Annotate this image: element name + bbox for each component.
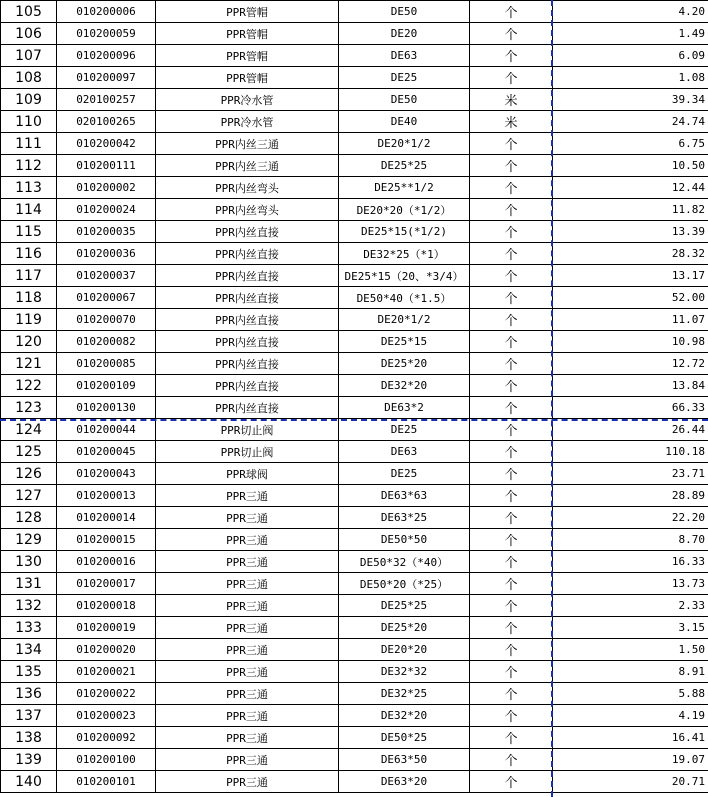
- item-code-cell[interactable]: 010200092: [57, 727, 156, 749]
- item-code-cell[interactable]: 010200016: [57, 551, 156, 573]
- row-number-cell[interactable]: 105: [1, 1, 57, 23]
- item-unit-cell[interactable]: 个: [470, 67, 553, 89]
- item-name-cell[interactable]: PPR内丝直接: [156, 221, 339, 243]
- table-row: [1, 287, 708, 309]
- table-row: [1, 441, 708, 463]
- item-code-cell[interactable]: 010200045: [57, 441, 156, 463]
- table-row: [1, 67, 708, 89]
- item-unit-cell[interactable]: 个: [470, 573, 553, 595]
- item-code-cell[interactable]: 010200017: [57, 573, 156, 595]
- item-price-cell[interactable]: 13.39: [553, 221, 708, 243]
- item-name-cell[interactable]: PPR管帽: [156, 67, 339, 89]
- item-code-cell[interactable]: 010200015: [57, 529, 156, 551]
- row-number-cell[interactable]: 135: [1, 661, 57, 683]
- table-row: [1, 133, 708, 155]
- item-name-cell[interactable]: PPR三通: [156, 727, 339, 749]
- row-number-cell[interactable]: 106: [1, 23, 57, 45]
- item-spec-cell[interactable]: DE63*50: [339, 749, 470, 771]
- item-unit-cell[interactable]: 个: [470, 551, 553, 573]
- item-code-cell[interactable]: 020100257: [57, 89, 156, 111]
- table-row: [1, 221, 708, 243]
- table-row: [1, 155, 708, 177]
- item-unit-cell[interactable]: 个: [470, 243, 553, 265]
- item-unit-cell[interactable]: 个: [470, 463, 553, 485]
- table-row: [1, 1, 708, 23]
- item-spec-cell[interactable]: DE25*25: [339, 155, 470, 177]
- item-code-cell[interactable]: 010200006: [57, 1, 156, 23]
- table-row: [1, 265, 708, 287]
- item-price-cell[interactable]: 23.71: [553, 463, 708, 485]
- item-spec-cell[interactable]: DE63*63: [339, 485, 470, 507]
- item-code-cell[interactable]: 010200085: [57, 353, 156, 375]
- horizontal-page-break: [0, 419, 708, 421]
- item-spec-cell[interactable]: DE25*15（20、*3/4）: [339, 265, 470, 287]
- item-unit-cell[interactable]: 个: [470, 133, 553, 155]
- item-name-cell[interactable]: PPR三通: [156, 749, 339, 771]
- item-code-cell[interactable]: 010200023: [57, 705, 156, 727]
- table-row: [1, 639, 708, 661]
- item-unit-cell[interactable]: 个: [470, 661, 553, 683]
- row-number-cell[interactable]: 129: [1, 529, 57, 551]
- item-unit-cell[interactable]: 个: [470, 441, 553, 463]
- item-spec-cell[interactable]: DE32*25（*1）: [339, 243, 470, 265]
- table-row: [1, 419, 708, 441]
- item-code-cell[interactable]: 010200070: [57, 309, 156, 331]
- item-name-cell[interactable]: PPR内丝三通: [156, 133, 339, 155]
- item-spec-cell[interactable]: DE20: [339, 23, 470, 45]
- item-spec-cell[interactable]: DE25**1/2: [339, 177, 470, 199]
- item-spec-cell[interactable]: DE25*20: [339, 617, 470, 639]
- item-name-cell[interactable]: PPR三通: [156, 705, 339, 727]
- item-price-cell[interactable]: 28.89: [553, 485, 708, 507]
- item-name-cell[interactable]: PPR冷水管: [156, 89, 339, 111]
- table-row: [1, 529, 708, 551]
- table-row: [1, 353, 708, 375]
- table-row: [1, 617, 708, 639]
- table-row: [1, 683, 708, 705]
- row-number-cell[interactable]: 134: [1, 639, 57, 661]
- item-price-cell[interactable]: 16.41: [553, 727, 708, 749]
- item-name-cell[interactable]: PPR三通: [156, 661, 339, 683]
- item-name-cell[interactable]: PPR三通: [156, 507, 339, 529]
- item-code-cell[interactable]: 010200020: [57, 639, 156, 661]
- item-price-cell[interactable]: 11.07: [553, 309, 708, 331]
- table-row: [1, 331, 708, 353]
- item-unit-cell[interactable]: 个: [470, 595, 553, 617]
- row-number-cell[interactable]: 110: [1, 111, 57, 133]
- table-row: [1, 551, 708, 573]
- item-spec-cell[interactable]: DE50*40（*1.5）: [339, 287, 470, 309]
- item-code-cell[interactable]: 010200044: [57, 419, 156, 441]
- row-number-cell[interactable]: 125: [1, 441, 57, 463]
- item-unit-cell[interactable]: 米: [470, 89, 553, 111]
- item-code-cell[interactable]: 010200100: [57, 749, 156, 771]
- item-name-cell[interactable]: PPR三通: [156, 573, 339, 595]
- row-number-cell[interactable]: 109: [1, 89, 57, 111]
- item-unit-cell[interactable]: 个: [470, 331, 553, 353]
- item-spec-cell[interactable]: DE50*20（*25）: [339, 573, 470, 595]
- item-price-cell[interactable]: 10.50: [553, 155, 708, 177]
- vertical-page-break: [551, 0, 553, 797]
- table-row: [1, 463, 708, 485]
- table-row: [1, 243, 708, 265]
- item-name-cell[interactable]: PPR切止阀: [156, 441, 339, 463]
- item-spec-cell[interactable]: DE20*1/2: [339, 133, 470, 155]
- item-spec-cell[interactable]: DE25: [339, 419, 470, 441]
- row-number-cell[interactable]: 140: [1, 771, 57, 793]
- item-price-cell[interactable]: 22.20: [553, 507, 708, 529]
- table-row: [1, 397, 708, 419]
- table-row: [1, 177, 708, 199]
- item-name-cell[interactable]: PPR三通: [156, 639, 339, 661]
- item-unit-cell[interactable]: 个: [470, 375, 553, 397]
- item-unit-cell[interactable]: 个: [470, 1, 553, 23]
- row-number-cell[interactable]: 119: [1, 309, 57, 331]
- item-unit-cell[interactable]: 个: [470, 749, 553, 771]
- item-code-cell[interactable]: 010200067: [57, 287, 156, 309]
- row-number-cell[interactable]: 118: [1, 287, 57, 309]
- item-spec-cell[interactable]: DE32*20: [339, 375, 470, 397]
- table-row: [1, 507, 708, 529]
- item-code-cell[interactable]: 010200021: [57, 661, 156, 683]
- item-name-cell[interactable]: PPR管帽: [156, 45, 339, 67]
- item-spec-cell[interactable]: DE32*32: [339, 661, 470, 683]
- item-name-cell[interactable]: PPR管帽: [156, 23, 339, 45]
- item-unit-cell[interactable]: 个: [470, 683, 553, 705]
- item-spec-cell[interactable]: DE50: [339, 89, 470, 111]
- item-name-cell[interactable]: PPR内丝直接: [156, 287, 339, 309]
- table-row: [1, 23, 708, 45]
- item-code-cell[interactable]: 010200035: [57, 221, 156, 243]
- row-number-cell[interactable]: 113: [1, 177, 57, 199]
- item-code-cell[interactable]: 010200014: [57, 507, 156, 529]
- item-spec-cell[interactable]: DE25*20: [339, 353, 470, 375]
- item-price-cell[interactable]: 11.82: [553, 199, 708, 221]
- item-code-cell[interactable]: 010200024: [57, 199, 156, 221]
- item-code-cell[interactable]: 010200096: [57, 45, 156, 67]
- table-row: [1, 595, 708, 617]
- item-price-cell[interactable]: 5.88: [553, 683, 708, 705]
- item-unit-cell[interactable]: 个: [470, 221, 553, 243]
- item-code-cell[interactable]: 010200018: [57, 595, 156, 617]
- row-number-cell[interactable]: 107: [1, 45, 57, 67]
- item-name-cell[interactable]: PPR管帽: [156, 1, 339, 23]
- item-unit-cell[interactable]: 个: [470, 309, 553, 331]
- item-spec-cell[interactable]: DE25*25: [339, 595, 470, 617]
- item-price-cell[interactable]: 24.74: [553, 111, 708, 133]
- row-number-cell[interactable]: 122: [1, 375, 57, 397]
- row-number-cell[interactable]: 138: [1, 727, 57, 749]
- item-name-cell[interactable]: PPR三通: [156, 683, 339, 705]
- row-number-cell[interactable]: 128: [1, 507, 57, 529]
- item-price-cell[interactable]: 66.33: [553, 397, 708, 419]
- item-price-cell[interactable]: 12.72: [553, 353, 708, 375]
- item-spec-cell[interactable]: DE50*50: [339, 529, 470, 551]
- item-code-cell[interactable]: 010200097: [57, 67, 156, 89]
- item-name-cell[interactable]: PPR内丝三通: [156, 155, 339, 177]
- item-name-cell[interactable]: PPR内丝直接: [156, 397, 339, 419]
- item-spec-cell[interactable]: DE63*25: [339, 507, 470, 529]
- item-spec-cell[interactable]: DE32*20: [339, 705, 470, 727]
- item-unit-cell[interactable]: 个: [470, 353, 553, 375]
- item-spec-cell[interactable]: DE25: [339, 67, 470, 89]
- item-code-cell[interactable]: 010200042: [57, 133, 156, 155]
- item-price-cell[interactable]: 6.75: [553, 133, 708, 155]
- item-unit-cell[interactable]: 个: [470, 45, 553, 67]
- table-row: [1, 661, 708, 683]
- item-unit-cell[interactable]: 个: [470, 23, 553, 45]
- row-number-cell[interactable]: 121: [1, 353, 57, 375]
- item-price-cell[interactable]: 52.00: [553, 287, 708, 309]
- table-row: [1, 771, 708, 793]
- row-number-cell[interactable]: 127: [1, 485, 57, 507]
- item-code-cell[interactable]: 010200022: [57, 683, 156, 705]
- table-row: [1, 727, 708, 749]
- item-unit-cell[interactable]: 个: [470, 177, 553, 199]
- item-unit-cell[interactable]: 个: [470, 617, 553, 639]
- item-unit-cell[interactable]: 个: [470, 771, 553, 793]
- item-code-cell[interactable]: 020100265: [57, 111, 156, 133]
- item-unit-cell[interactable]: 个: [470, 705, 553, 727]
- item-price-cell[interactable]: 4.20: [553, 1, 708, 23]
- table-row: [1, 199, 708, 221]
- item-spec-cell[interactable]: DE25*15: [339, 331, 470, 353]
- row-number-cell[interactable]: 132: [1, 595, 57, 617]
- item-spec-cell[interactable]: DE50: [339, 1, 470, 23]
- item-spec-cell[interactable]: DE20*20: [339, 639, 470, 661]
- row-number-cell[interactable]: 112: [1, 155, 57, 177]
- item-name-cell[interactable]: PPR球阀: [156, 463, 339, 485]
- item-spec-cell[interactable]: DE63*20: [339, 771, 470, 793]
- row-number-cell[interactable]: 117: [1, 265, 57, 287]
- table-body: [1, 1, 708, 793]
- item-unit-cell[interactable]: 个: [470, 155, 553, 177]
- item-price-cell[interactable]: 8.91: [553, 661, 708, 683]
- item-price-cell[interactable]: 1.50: [553, 639, 708, 661]
- item-unit-cell[interactable]: 个: [470, 287, 553, 309]
- item-price-cell[interactable]: 8.70: [553, 529, 708, 551]
- item-price-cell[interactable]: 13.73: [553, 573, 708, 595]
- row-number-cell[interactable]: 108: [1, 67, 57, 89]
- item-name-cell[interactable]: PPR三通: [156, 771, 339, 793]
- item-code-cell[interactable]: 010200002: [57, 177, 156, 199]
- table-row: [1, 749, 708, 771]
- table-row: [1, 705, 708, 727]
- item-name-cell[interactable]: PPR三通: [156, 529, 339, 551]
- item-code-cell[interactable]: 010200111: [57, 155, 156, 177]
- table-row: [1, 45, 708, 67]
- row-number-cell[interactable]: 111: [1, 133, 57, 155]
- item-spec-cell[interactable]: DE63: [339, 45, 470, 67]
- row-number-cell[interactable]: 126: [1, 463, 57, 485]
- item-unit-cell[interactable]: 个: [470, 419, 553, 441]
- item-code-cell[interactable]: 010200036: [57, 243, 156, 265]
- item-spec-cell[interactable]: DE25*15(*1/2): [339, 221, 470, 243]
- item-unit-cell[interactable]: 个: [470, 485, 553, 507]
- item-spec-cell[interactable]: DE25: [339, 463, 470, 485]
- item-unit-cell[interactable]: 个: [470, 639, 553, 661]
- item-price-cell[interactable]: 4.19: [553, 705, 708, 727]
- row-number-cell[interactable]: 131: [1, 573, 57, 595]
- row-number-cell[interactable]: 139: [1, 749, 57, 771]
- item-price-cell[interactable]: 13.17: [553, 265, 708, 287]
- item-code-cell[interactable]: 010200082: [57, 331, 156, 353]
- table-row: [1, 375, 708, 397]
- item-price-cell[interactable]: 19.07: [553, 749, 708, 771]
- item-price-cell[interactable]: 1.49: [553, 23, 708, 45]
- item-spec-cell[interactable]: DE50*32（*40）: [339, 551, 470, 573]
- row-number-cell[interactable]: 120: [1, 331, 57, 353]
- row-number-cell[interactable]: 123: [1, 397, 57, 419]
- item-price-cell[interactable]: 1.08: [553, 67, 708, 89]
- item-spec-cell[interactable]: DE20*1/2: [339, 309, 470, 331]
- item-name-cell[interactable]: PPR内丝直接: [156, 265, 339, 287]
- item-price-cell[interactable]: 12.44: [553, 177, 708, 199]
- item-name-cell[interactable]: PPR内丝弯头: [156, 177, 339, 199]
- item-name-cell[interactable]: PPR冷水管: [156, 111, 339, 133]
- row-number-cell[interactable]: 124: [1, 419, 57, 441]
- row-number-cell[interactable]: 114: [1, 199, 57, 221]
- item-name-cell[interactable]: PPR三通: [156, 551, 339, 573]
- row-number-cell[interactable]: 136: [1, 683, 57, 705]
- item-price-cell[interactable]: 39.34: [553, 89, 708, 111]
- item-price-cell[interactable]: 26.44: [553, 419, 708, 441]
- item-price-cell[interactable]: 2.33: [553, 595, 708, 617]
- item-unit-cell[interactable]: 个: [470, 397, 553, 419]
- table-row: [1, 111, 708, 133]
- item-name-cell[interactable]: PPR内丝直接: [156, 243, 339, 265]
- item-code-cell[interactable]: 010200109: [57, 375, 156, 397]
- item-code-cell[interactable]: 010200013: [57, 485, 156, 507]
- item-code-cell[interactable]: 010200101: [57, 771, 156, 793]
- item-name-cell[interactable]: PPR内丝直接: [156, 375, 339, 397]
- item-name-cell[interactable]: PPR三通: [156, 617, 339, 639]
- item-unit-cell[interactable]: 个: [470, 265, 553, 287]
- item-name-cell[interactable]: PPR三通: [156, 595, 339, 617]
- item-unit-cell[interactable]: 米: [470, 111, 553, 133]
- item-spec-cell[interactable]: DE32*25: [339, 683, 470, 705]
- item-name-cell[interactable]: PPR内丝直接: [156, 331, 339, 353]
- item-code-cell[interactable]: 010200037: [57, 265, 156, 287]
- item-code-cell[interactable]: 010200059: [57, 23, 156, 45]
- row-number-cell[interactable]: 115: [1, 221, 57, 243]
- item-spec-cell[interactable]: DE63*2: [339, 397, 470, 419]
- table-row: [1, 573, 708, 595]
- item-code-cell[interactable]: 010200019: [57, 617, 156, 639]
- item-price-cell[interactable]: 110.18: [553, 441, 708, 463]
- item-price-cell[interactable]: 3.15: [553, 617, 708, 639]
- item-price-cell[interactable]: 16.33: [553, 551, 708, 573]
- item-spec-cell[interactable]: DE20*20（*1/2）: [339, 199, 470, 221]
- table-row: [1, 309, 708, 331]
- item-price-cell[interactable]: 20.71: [553, 771, 708, 793]
- row-number-cell[interactable]: 133: [1, 617, 57, 639]
- item-code-cell[interactable]: 010200130: [57, 397, 156, 419]
- item-name-cell[interactable]: PPR内丝直接: [156, 353, 339, 375]
- item-name-cell[interactable]: PPR内丝直接: [156, 309, 339, 331]
- item-code-cell[interactable]: 010200043: [57, 463, 156, 485]
- item-unit-cell[interactable]: 个: [470, 507, 553, 529]
- item-price-cell[interactable]: 10.98: [553, 331, 708, 353]
- table-row: [1, 89, 708, 111]
- item-name-cell[interactable]: PPR内丝弯头: [156, 199, 339, 221]
- item-spec-cell[interactable]: DE63: [339, 441, 470, 463]
- item-spec-cell[interactable]: DE40: [339, 111, 470, 133]
- item-price-cell[interactable]: 28.32: [553, 243, 708, 265]
- item-name-cell[interactable]: PPR切止阀: [156, 419, 339, 441]
- item-spec-cell[interactable]: DE50*25: [339, 727, 470, 749]
- row-number-cell[interactable]: 137: [1, 705, 57, 727]
- item-unit-cell[interactable]: 个: [470, 529, 553, 551]
- item-price-cell[interactable]: 6.09: [553, 45, 708, 67]
- item-price-cell[interactable]: 13.84: [553, 375, 708, 397]
- item-unit-cell[interactable]: 个: [470, 199, 553, 221]
- row-number-cell[interactable]: 130: [1, 551, 57, 573]
- item-name-cell[interactable]: PPR三通: [156, 485, 339, 507]
- item-unit-cell[interactable]: 个: [470, 727, 553, 749]
- row-number-cell[interactable]: 116: [1, 243, 57, 265]
- table-row: [1, 485, 708, 507]
